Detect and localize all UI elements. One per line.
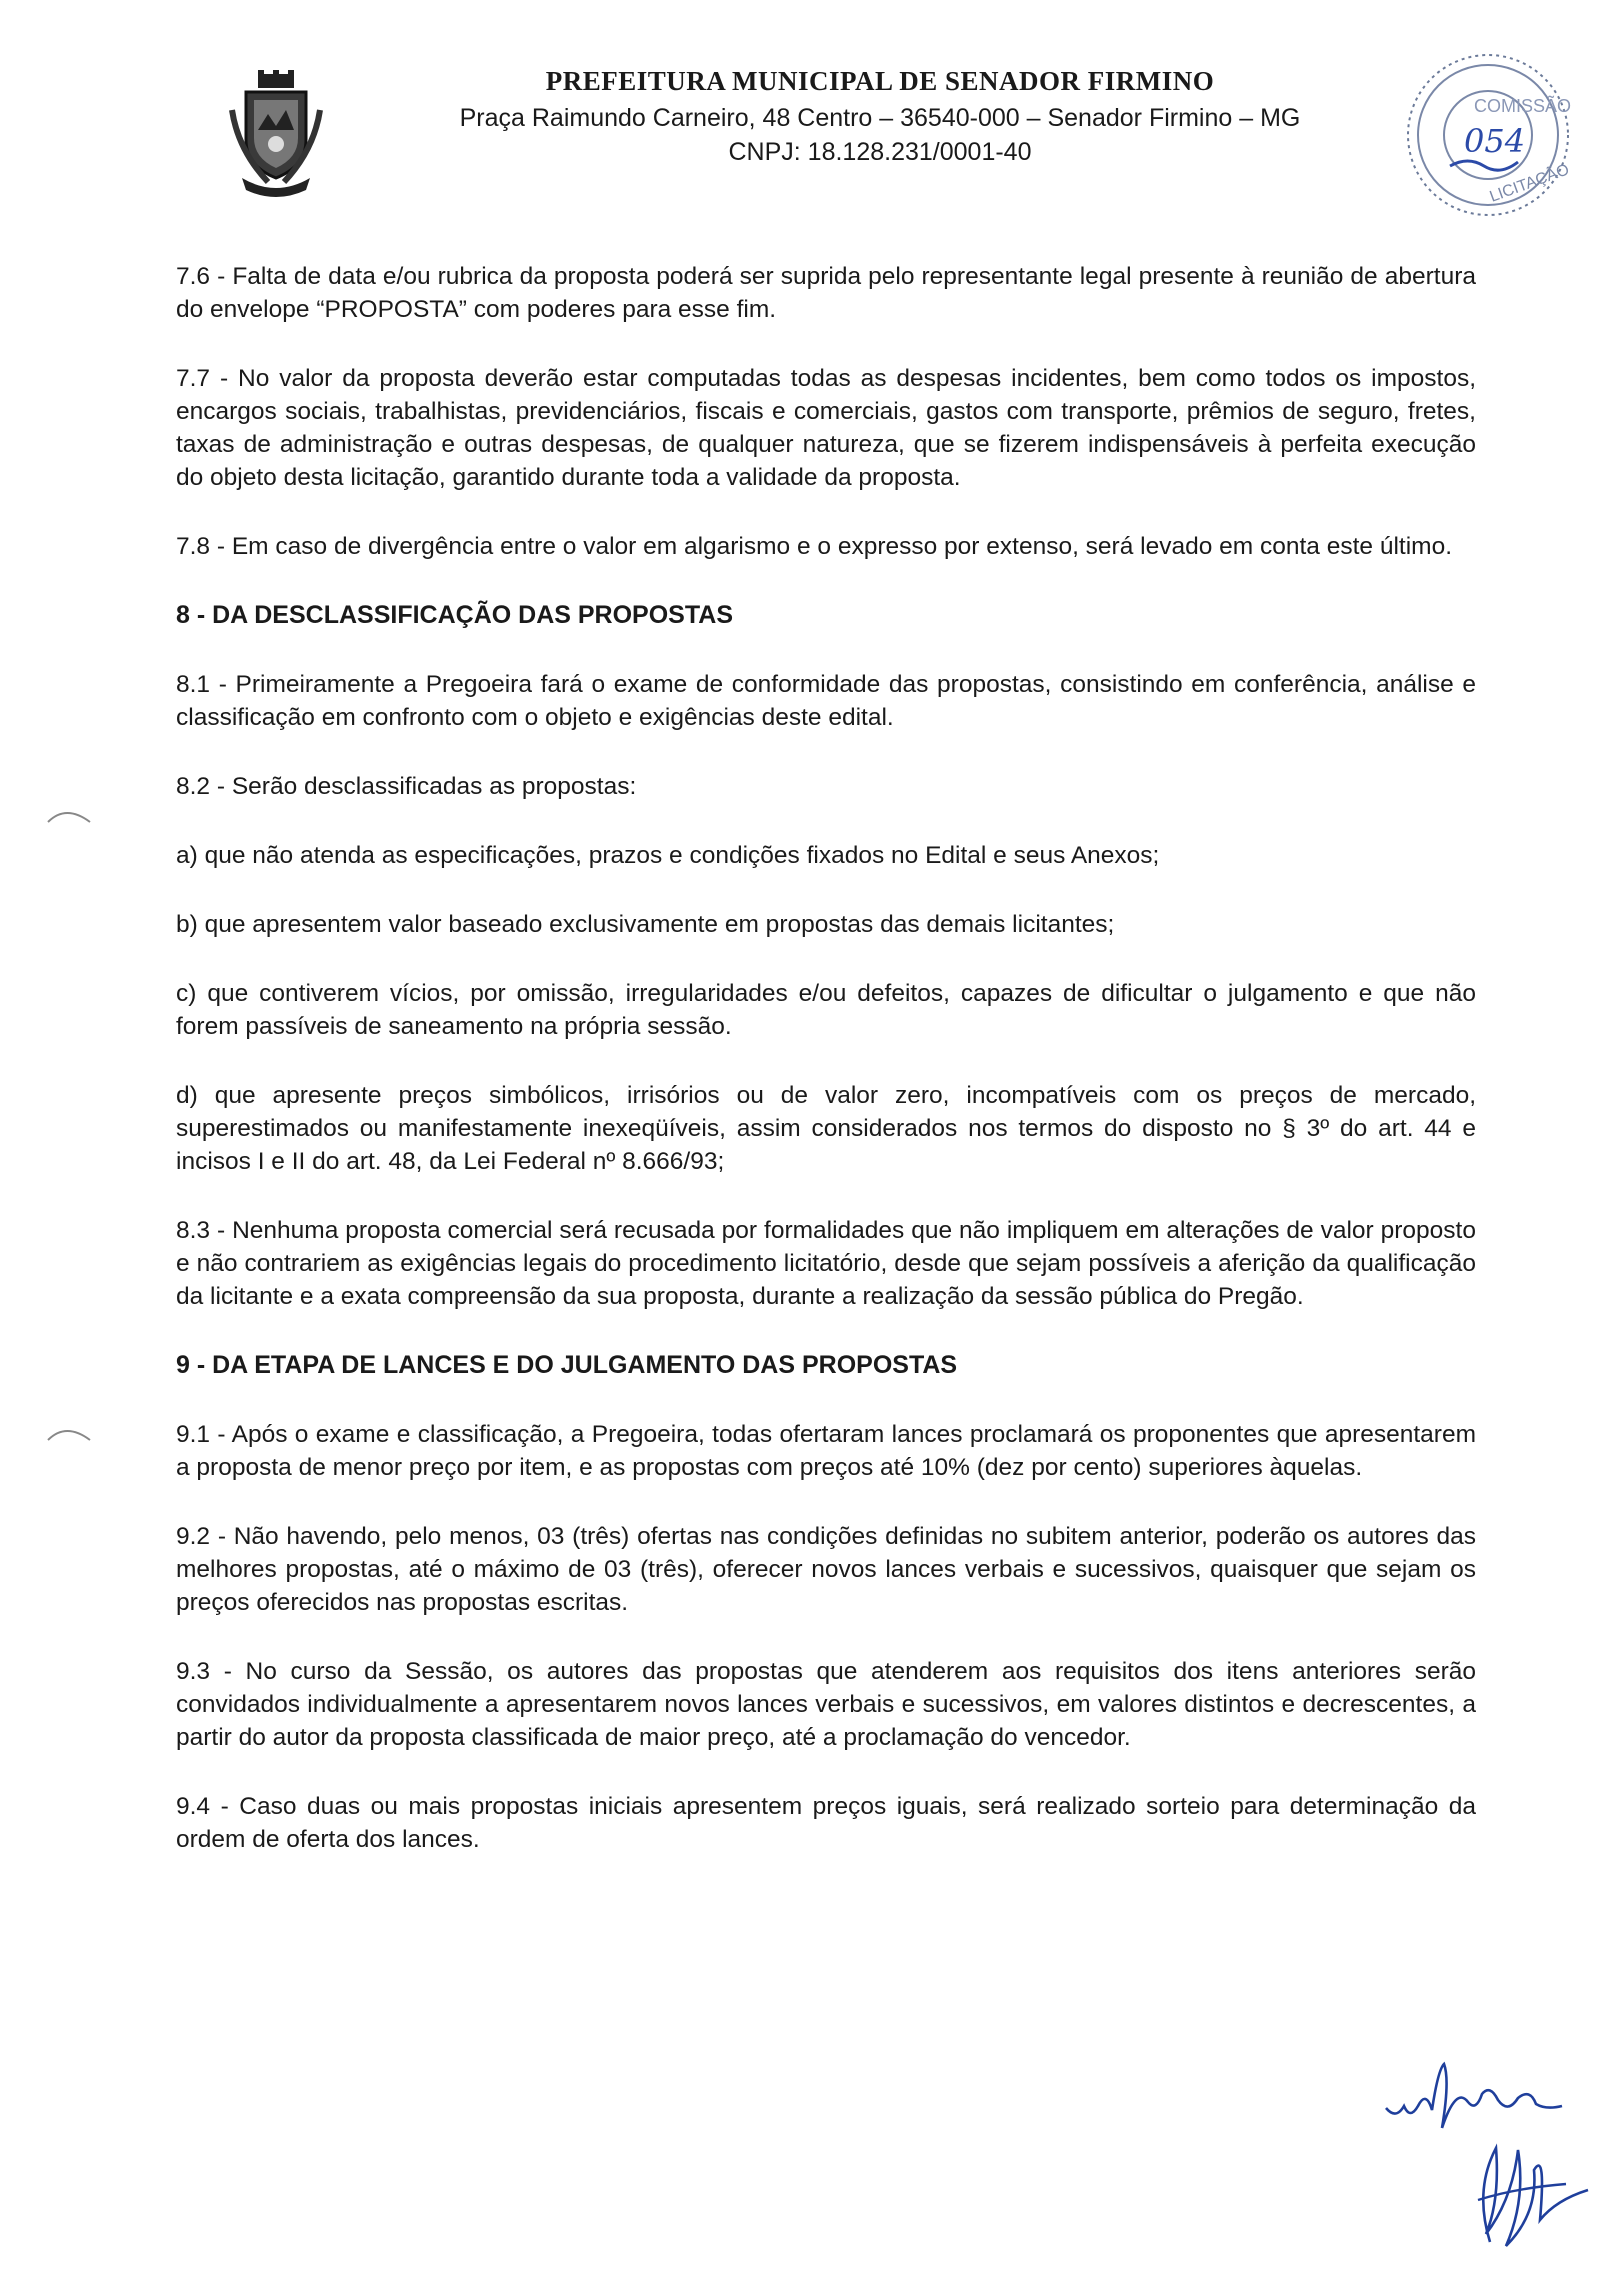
clause-8-2-a: a) que não atenda as especificações, prazos e condições fixados no Edital e seus Anexos; [176, 842, 1160, 869]
clause-7-8: 7.8 - Em caso de divergência entre o valor em algarismo e o expresso por extenso, será levado em conta este último. [176, 533, 1453, 560]
clause-7-7: 7.7 - No valor da proposta deverão estar computadas todas as despesas incidentes, bem como todos os impostos, encargos sociais, trabalhistas, previdenciários, fiscais e comerciais, gastos com transporte, prêmios de seguro, fretes, taxas de administração e outras despesas, de qualquer natureza, que se fizerem indispensáveis à perfeita execução do objeto desta licitação, garantido durante toda a validade da proposta. [176, 365, 1476, 491]
clause-8-2-b: b) que apresentem valor baseado exclusivamente em propostas das demais licitantes; [176, 911, 1115, 938]
stamp-bottom-text: LICITAÇÃO [1487, 161, 1572, 206]
clause-8-2-d: d) que apresente preços simbólicos, irrisórios ou de valor zero, incompatíveis com os preços de mercado, superestimados ou manifestamente inexeqüíveis, assim considerados nos termos do disposto no § 3º do art. 44 e incisos I e II do art. 48, da Lei Federal nº 8.666/93; [176, 1082, 1476, 1175]
letterhead-cnpj: CNPJ: 18.128.231/0001-40 [728, 138, 1032, 166]
margin-punch-mark [44, 1418, 94, 1448]
municipal-crest-icon [228, 70, 324, 198]
section-8-heading: 8 - DA DESCLASSIFICAÇÃO DAS PROPOSTAS [176, 601, 733, 629]
margin-punch-mark [44, 800, 94, 830]
clause-9-3: 9.3 - No curso da Sessão, os autores das propostas que atenderem aos requisitos dos itens anteriores serão convidados individualmente a apresentarem novos lances verbais e sucessivos, em valores distintos e decrescentes, a partir do autor da proposta classificada de maior preço, até a proclamação do vencedor. [176, 1658, 1476, 1751]
clause-8-2: 8.2 - Serão desclassificadas as propostas: [176, 773, 637, 800]
stamp-ring-text: COMISSÃO [1474, 96, 1572, 116]
letterhead-title: PREFEITURA MUNICIPAL DE SENADOR FIRMINO [545, 66, 1215, 96]
section-9-heading: 9 - DA ETAPA DE LANCES E DO JULGAMENTO DAS PROPOSTAS [176, 1351, 958, 1379]
letterhead [380, 66, 1380, 169]
handwritten-signature-2 [1456, 2130, 1596, 2260]
clause-8-3: 8.3 - Nenhuma proposta comercial será recusada por formalidades que não impliquem em alterações de valor proposto e não contrariem as exigências legais do procedimento licitatório, desde que sejam possíveis a aferição da qualificação da licitante e a exata compreensão da sua proposta, durante a realização da sessão pública do Pregão. [176, 1217, 1476, 1310]
letterhead-address: Praça Raimundo Carneiro, 48 Centro – 36540-000 – Senador Firmino – MG [459, 104, 1301, 132]
clause-7-6: 7.6 - Falta de data e/ou rubrica da proposta poderá ser suprida pelo representante legal presente à reunião de abertura do envelope “PROPOSTA” com poderes para esse fim. [176, 263, 1476, 323]
document-body [176, 260, 1476, 1856]
clause-9-1: 9.1 - Após o exame e classificação, a Pregoeira, todas ofertaram lances proclamará os proponentes que apresentarem a proposta de menor preço por item, e as propostas com preços até 10% (dez por cento) superiores àquelas. [176, 1421, 1476, 1481]
commission-stamp-seal [1388, 40, 1588, 230]
clause-9-2: 9.2 - Não havendo, pelo menos, 03 (três) ofertas nas condições definidas no subitem anterior, poderão os autores das melhores propostas, até o máximo de 03 (três), oferecer novos lances verbais e sucessivos, quaisquer que sejam os preços oferecidos nas propostas escritas. [176, 1523, 1476, 1616]
stamp-number: 054 [1464, 122, 1526, 160]
clause-9-4: 9.4 - Caso duas ou mais propostas iniciais apresentem preços iguais, será realizado sorteio para determinação da ordem de oferta dos lances. [176, 1793, 1476, 1853]
clause-8-2-c: c) que contiverem vícios, por omissão, irregularidades e/ou defeitos, capazes de dificultar o julgamento e que não forem passíveis de saneamento na própria sessão. [176, 980, 1476, 1040]
handwritten-signature-1 [1380, 2050, 1570, 2140]
clause-8-1: 8.1 - Primeiramente a Pregoeira fará o exame de conformidade das propostas, consistindo em conferência, análise e classificação em confronto com o objeto e exigências deste edital. [176, 671, 1476, 731]
